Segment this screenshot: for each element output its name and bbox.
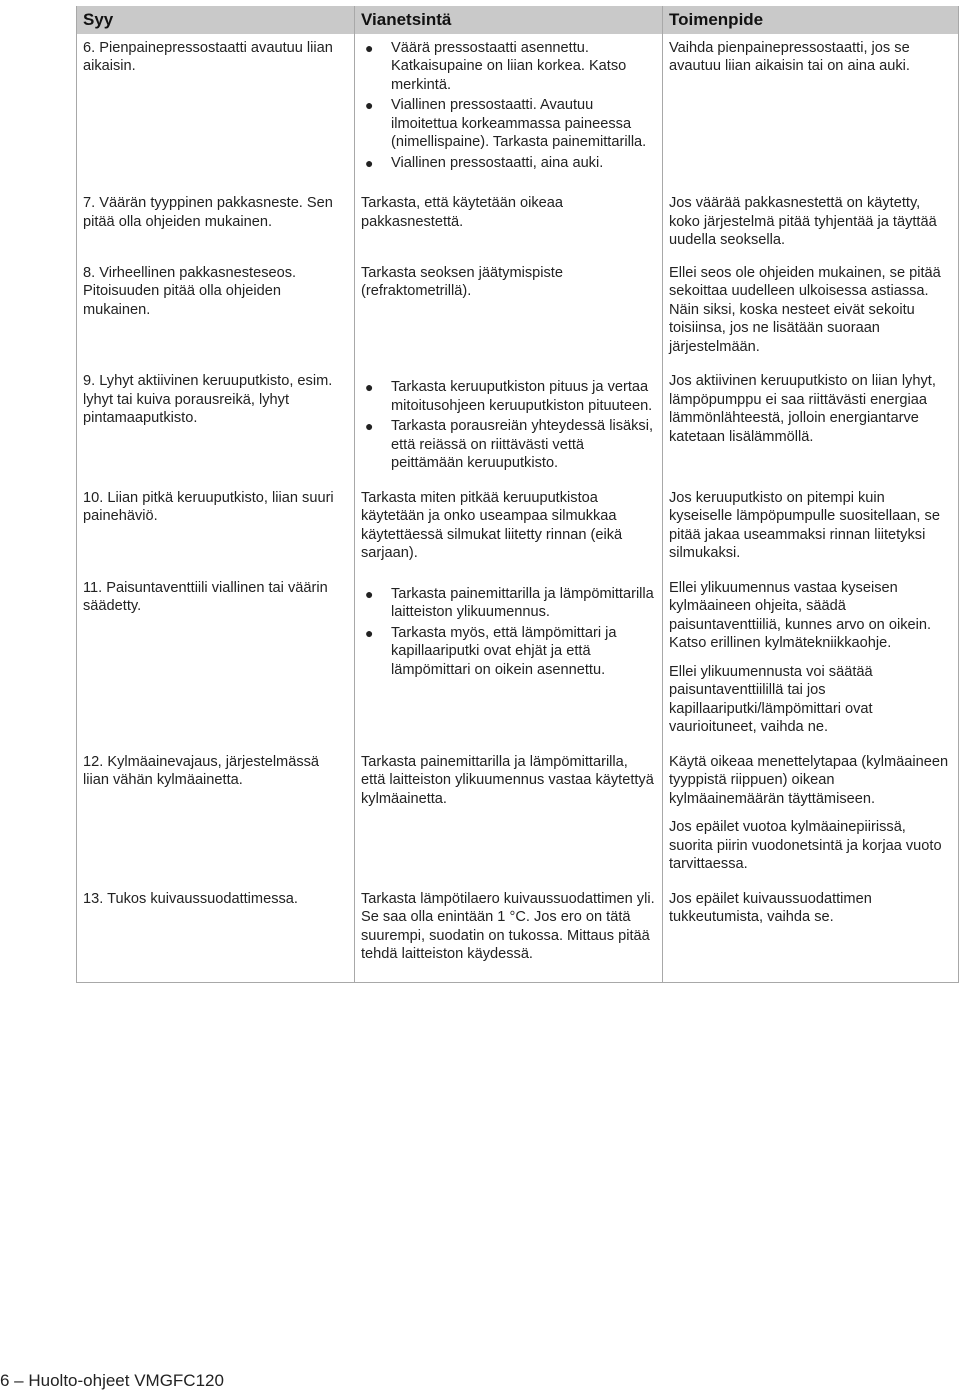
table-row [77,890,959,983]
action-cell [663,489,959,579]
action-text: Käytä oikeaa menettelytapaa (kylmäaineen tyyppistä riippuen) oikean kylmäainemäärän täyttämiseen. [669,753,949,807]
table-header-row [77,6,959,34]
list-item [361,96,656,152]
diagnosis-list [361,585,656,680]
diagnosis-text: Tarkasta keruuputkiston pituus ja vertaa mitoitusohjeen keruuputkiston pituuteen. [391,379,653,414]
list-item [361,378,656,415]
action-cell [663,579,959,753]
cause-cell [77,890,355,983]
diagnosis-cell [355,372,663,489]
page-footer: 6 – Huolto-ohjeet VMGFC120 [0,1371,224,1390]
cause-text: 9. Lyhyt aktiivinen keruuputkisto, esim. lyhyt tai kuiva porausreikä, lyhyt pintamaaputkisto. [83,373,333,426]
cause-text: 6. Pienpainepressostaatti avautuu liian aikaisin. [83,39,333,74]
list-item [361,624,656,680]
table-row [77,489,959,579]
header-diagnosis: Vianetsintä [355,6,663,34]
diagnosis-cell [355,34,663,195]
diagnosis-text: Tarkasta painemittarilla ja lämpömittarilla, että laitteiston ylikuumennus vastaa käytettyä kylmäainetta. [361,753,654,807]
cause-text: 13. Tukos kuivaussuodattimessa. [83,890,298,907]
bullet-icon: ● [365,154,374,171]
diagnosis-text: Tarkasta myös, että lämpömittari ja kapillaariputki ovat ehjät ja että lämpömittari on oikein asennettu. [391,624,617,678]
table-row [77,372,959,489]
diagnosis-text: Tarkasta painemittarilla ja lämpömittarilla laitteiston ylikuumennus. [391,585,654,620]
header-action: Toimenpide [663,6,959,34]
action-text: Ellei seos ole ohjeiden mukainen, se pitää sekoittaa uudelleen ulkoisessa astiassa. Näin siksi, koska nesteet eivät sekoitu toisiinsa, jos ne lisätään suoraan järjestelmään. [669,264,941,355]
header-cause: Syy [77,6,355,34]
list-item [361,154,656,173]
bullet-icon: ● [365,39,374,56]
diagnosis-cell [355,753,663,890]
diagnosis-cell [355,579,663,753]
table-row [77,579,959,753]
diagnosis-list [361,39,656,173]
bullet-icon: ● [365,585,374,602]
diagnosis-text: Tarkasta lämpötilaero kuivaussuodattimen yli. Se saa olla enintään 1 °C. Jos ero on tätä suurempi, suodatin on tukossa. Mittaus pitää tehdä laitteiston käydessä. [361,890,655,962]
bullet-icon: ● [365,624,374,641]
cause-text: 12. Kylmäainevajaus, järjestelmässä liian vähän kylmäainetta. [83,753,320,788]
cause-cell [77,194,355,264]
table-row [77,753,959,890]
diagnosis-cell [355,264,663,373]
cause-cell [77,579,355,753]
action-text: Jos aktiivinen keruuputkisto on liian lyhyt, lämpöpumppu ei saa riittävästi energiaa lämmönlähteestä, jolloin energiantarve katetaan lisälämmöllä. [669,373,936,445]
diagnosis-text: Tarkasta, että käytetään oikeaa pakkasnestettä. [361,195,564,230]
cause-cell [77,489,355,579]
cause-text: 7. Väärän tyyppinen pakkasneste. Sen pitää olla ohjeiden mukainen. [83,195,333,230]
diagnosis-cell [355,890,663,983]
troubleshooting-page [76,6,958,983]
list-item [361,417,656,473]
cause-text: 11. Paisuntaventtiili viallinen tai väärin säädetty. [83,579,328,614]
bullet-icon: ● [365,379,374,395]
cause-cell [77,372,355,489]
action-text: Jos väärää pakkasnestettä on käytetty, koko järjestelmä pitää tyhjentää ja täyttää uudella seoksella. [669,195,937,248]
diagnosis-text: Viallinen pressostaatti. Avautuu ilmoitettua korkeammassa paineessa (nimellispaine). Tarkasta painemittarilla. [391,97,647,150]
action-cell [663,194,959,264]
action-text: Ellei ylikuumennus vastaa kyseisen kylmäaineen ohjeita, säädä paisuntaventtiiliä, kunnes arvo on oikein. Katso erillinen kylmätekniikkaohje. [669,579,932,651]
troubleshooting-table [76,6,959,983]
diagnosis-list [361,378,656,473]
cause-text: 8. Virheellinen pakkasnesteseos. Pitoisuuden pitää olla ohjeiden mukainen. [83,264,297,318]
list-item [361,39,656,95]
table-row [77,264,959,373]
diagnosis-text: Tarkasta miten pitkää keruuputkistoa käytetään ja onko useampaa silmukkaa käytettäessä silmukat liitetty rinnan (eikä sarjaan). [361,489,623,561]
bullet-icon: ● [365,97,374,113]
action-text: Vaihda pienpainepressostaatti, jos se avautuu liian aikaisin tai on aina auki. [669,39,910,74]
diagnosis-cell [355,194,663,264]
diagnosis-text: Väärä pressostaatti asennettu. Katkaisupaine on liian korkea. Katso merkintä. [391,39,627,93]
table-row [77,34,959,195]
diagnosis-text: Tarkasta porausreiän yhteydessä lisäksi, että reiässä on riittävästi vettä peittämään keruuputkisto. [391,418,654,471]
table-row [77,194,959,264]
action-cell [663,753,959,890]
action-cell [663,372,959,489]
cause-text: 10. Liian pitkä keruuputkisto, liian suuri painehäviö. [83,489,334,524]
diagnosis-text: Tarkasta seoksen jäätymispiste (refraktometrillä). [361,264,563,299]
cause-cell [77,34,355,195]
diagnosis-cell [355,489,663,579]
list-item [361,585,656,622]
diagnosis-text: Viallinen pressostaatti, aina auki. [391,154,604,171]
action-text: Jos keruuputkisto on pitempi kuin kyseiselle lämpöpumpulle suositellaan, se pitää jakaa useammaksi rinnan liitetyksi silmukaksi. [669,489,940,561]
action-cell [663,34,959,195]
action-text: Jos epäilet vuotoa kylmäainepiirissä, suorita piirin vuodonetsintä ja korjaa vuoto tarvittaessa. [669,819,942,872]
cause-cell [77,753,355,890]
action-text: Jos epäilet kuivaussuodattimen tukkeutumista, vaihda se. [669,890,872,925]
cause-cell [77,264,355,373]
action-text: Ellei ylikuumennusta voi säätää paisuntaventtiilillä tai jos kapillaariputki/lämpömittari ovat vaurioituneet, vaihda ne. [669,663,873,735]
action-cell [663,264,959,373]
bullet-icon: ● [365,418,374,434]
action-cell [663,890,959,983]
